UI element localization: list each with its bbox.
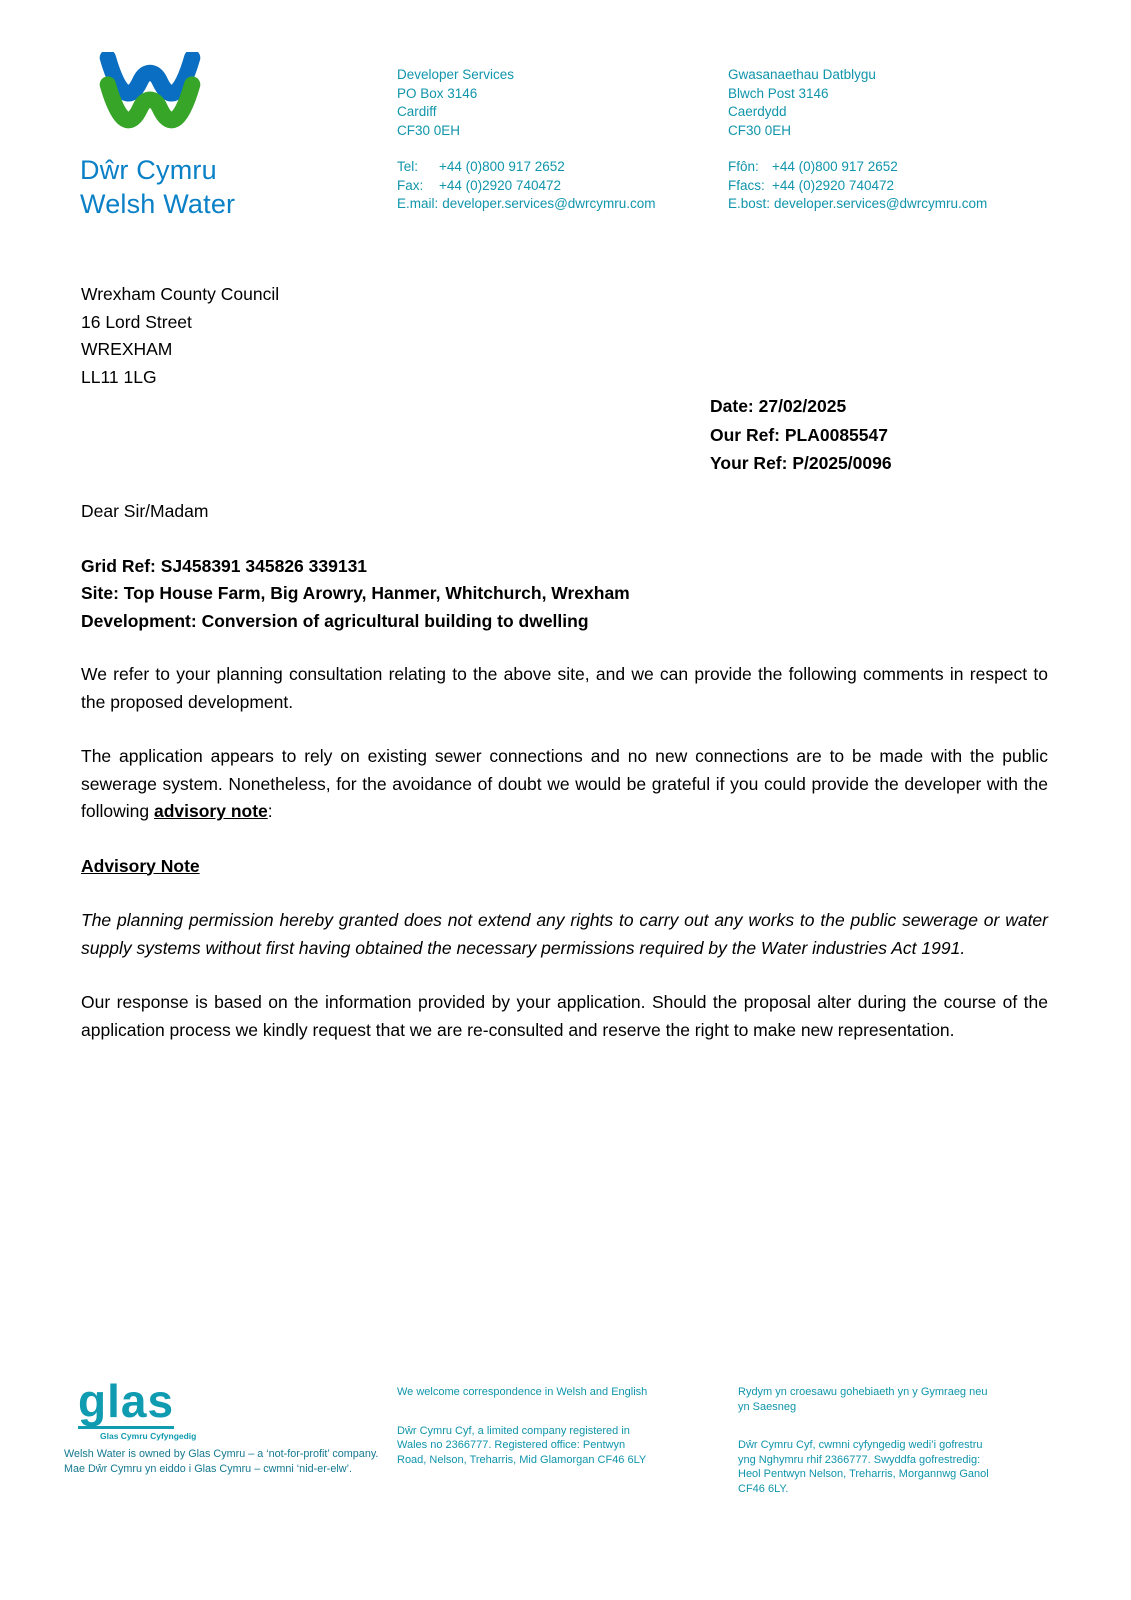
reference-block — [710, 392, 892, 478]
logo-name-english: Welsh Water — [80, 189, 236, 219]
logo-wordmark — [80, 153, 310, 221]
header-contact-welsh — [728, 66, 1038, 214]
company-registration-english: Dŵr Cymru Cyf, a limited company registered in Wales no 2366777. Registered office: Pentwyn Road, Nelson, Treharris, Mid Glamorgan CF46 6LY — [397, 1424, 647, 1466]
email-line-cy: E.bost: developer.services@dwrcymru.com — [728, 196, 988, 211]
grid-ref-line: Grid Ref: SJ458391 345826 339131 — [81, 555, 368, 576]
ownership-welsh: Mae Dŵr Cymru yn eiddo i Glas Cymru – cwmni ‘nid-er-elw’. — [64, 1462, 352, 1475]
development-line: Development: Conversion of agricultural building to dwelling — [81, 610, 589, 631]
paragraph-response: Our response is based on the information provided by your application. Should the proposal alter during the course of the application process we kindly request that we are re-consulted and reserve the right to make new representation. — [81, 992, 1048, 1040]
advisory-note-heading: Advisory Note — [81, 855, 200, 876]
site-line: Site: Top House Farm, Big Arowry, Hanmer, Whitchurch, Wrexham — [81, 583, 630, 603]
email-line-en: E.mail: developer.services@dwrcymru.com — [397, 196, 656, 211]
welsh-water-wave-icon — [98, 52, 310, 149]
paragraph-consultation: We refer to your planning consultation relating to the above site, and we can provide the following comments in respect to the proposed development. — [81, 664, 1048, 712]
our-ref: Our Ref: PLA0085547 — [710, 424, 888, 445]
po-box-en: PO Box 3146 — [397, 85, 478, 101]
header-contact-english — [397, 66, 707, 214]
ownership-english: Welsh Water is owned by Glas Cymru – a ‘not-for-profit’ company. — [64, 1448, 379, 1460]
dept-name-en: Developer Services — [397, 67, 515, 82]
postcode-en: CF30 0EH — [397, 122, 461, 138]
glas-caption: Glas Cymru Cyfyngedig — [100, 1431, 197, 1441]
recipient-address — [81, 281, 279, 391]
glas-logo — [78, 1375, 197, 1441]
fax-line-en: Fax: +44 (0)2920 740472 — [397, 177, 561, 193]
footer-welsh — [738, 1385, 990, 1496]
recipient-name: Wrexham County Council — [81, 284, 280, 304]
dept-name-cy: Gwasanaethau Datblygu — [728, 67, 876, 82]
welcome-english: We welcome correspondence in Welsh and English — [397, 1386, 648, 1398]
site-details — [81, 553, 1048, 636]
glas-wordmark: glas — [78, 1375, 175, 1427]
welsh-water-logo — [80, 52, 310, 221]
paragraph-sewer-connections: The application appears to rely on existing sewer connections and no new connections are to be made with the public sewerage system. Nonetheless, for the avoidance of doubt we would be grateful if you could provide the developer with the following advisory note: — [81, 746, 1048, 821]
company-registration-welsh: Dŵr Cymru Cyf, cwmni cyfyngedig wedi’i gofrestru yng Nghymru rhif 2366777. Swyddfa gofrestredig: Heol Pentwyn Nelson, Treharris, Morgannwg Ganol CF46 6LY. — [738, 1439, 989, 1495]
city-en: Cardiff — [397, 104, 437, 119]
postcode-cy: CF30 0EH — [728, 122, 792, 138]
recipient-town: WREXHAM — [81, 339, 173, 359]
letter-body — [81, 498, 1048, 1071]
letter-date: Date: 27/02/2025 — [710, 396, 847, 416]
email-address-cy: developer.services@dwrcymru.com — [774, 196, 988, 211]
paragraph-advisory-note: The planning permission hereby granted does not extend any rights to carry out any works to the public sewerage or water supply systems without first having obtained the necessary permissions required by the Water industries Act 1991. — [81, 910, 1048, 958]
salutation: Dear Sir/Madam — [81, 501, 209, 521]
recipient-postcode: LL11 1LG — [81, 366, 157, 387]
city-cy: Caerdydd — [728, 104, 787, 119]
advisory-note-emphasis: advisory note — [153, 801, 268, 821]
tel-line-en: Tel: +44 (0)800 917 2652 — [397, 159, 565, 174]
email-address-en: developer.services@dwrcymru.com — [442, 196, 656, 211]
fax-line-cy: Ffacs: +44 (0)2920 740472 — [728, 177, 894, 193]
your-ref: Your Ref: P/2025/0096 — [710, 453, 892, 473]
tel-line-cy: Ffôn: +44 (0)800 917 2652 — [728, 159, 898, 174]
footer-english — [397, 1385, 649, 1467]
logo-name-welsh: Dŵr Cymru — [80, 155, 217, 185]
welcome-welsh: Rydym yn croesawu gohebiaeth yn y Gymraeg neu yn Saesneg — [738, 1386, 988, 1413]
ownership-note — [64, 1447, 378, 1476]
po-box-cy: Blwch Post 3146 — [728, 85, 829, 101]
recipient-street: 16 Lord Street — [81, 311, 192, 332]
